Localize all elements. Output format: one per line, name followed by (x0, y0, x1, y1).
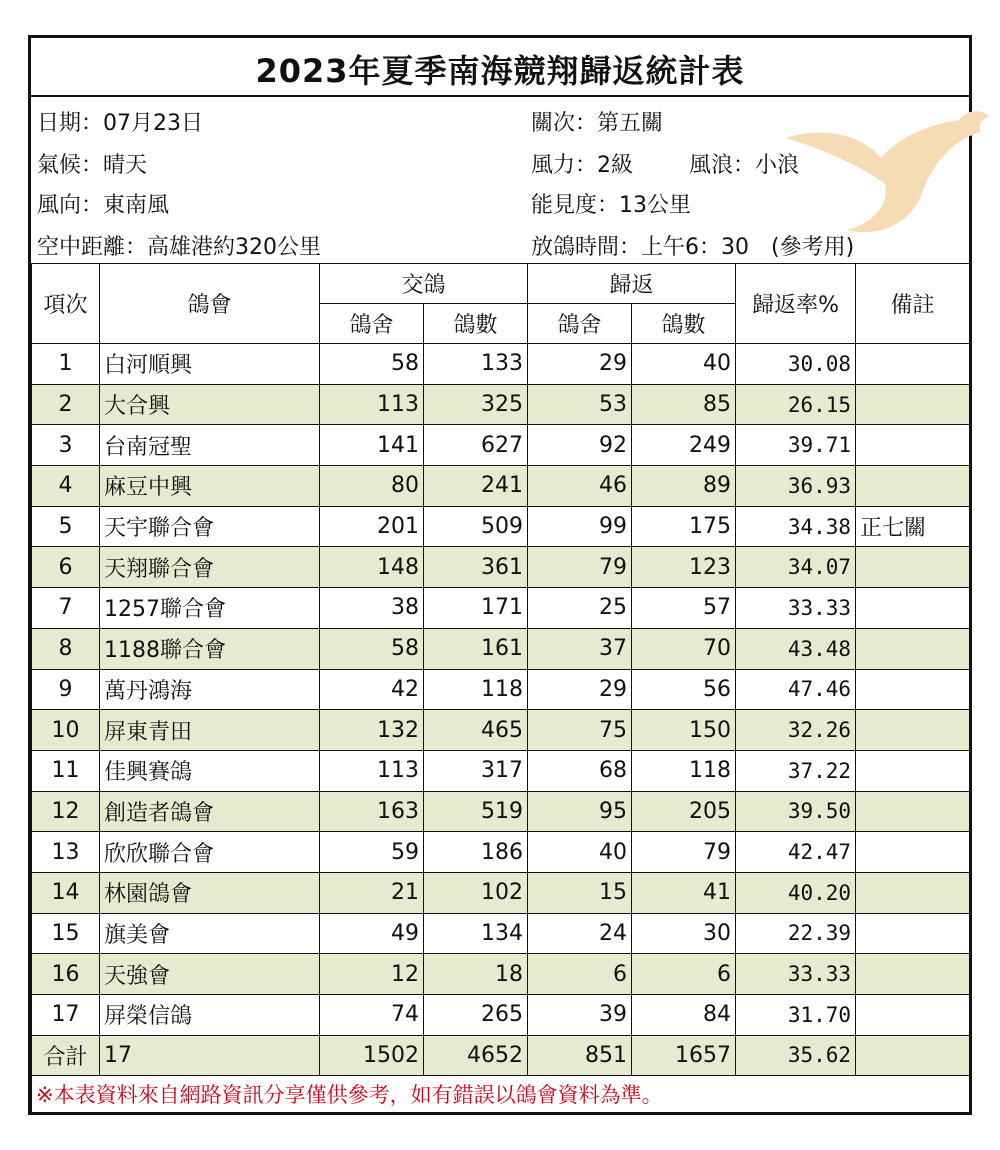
row-returned-lofts: 15 (528, 872, 632, 913)
row-entered-birds: 325 (424, 384, 528, 425)
row-remark (856, 466, 970, 507)
row-return-rate: 34.07 (736, 547, 856, 588)
row-entered-lofts: 80 (320, 466, 424, 507)
row-returned-birds: 85 (632, 384, 736, 425)
row-club: 白河順興 (100, 344, 320, 385)
row-club: 萬丹鴻海 (100, 669, 320, 710)
row-club: 屏東青田 (100, 710, 320, 751)
table-row (32, 954, 970, 995)
row-entered-birds: 161 (424, 628, 528, 669)
table-row (32, 588, 970, 629)
row-returned-lofts: 79 (528, 547, 632, 588)
return-stats-table (31, 263, 970, 1114)
row-remark (856, 913, 970, 954)
row-returned-birds: 79 (632, 832, 736, 873)
row-return-rate: 47.46 (736, 669, 856, 710)
row-club: 大合興 (100, 384, 320, 425)
header-returned-lofts: 鴿舍 (528, 304, 632, 344)
table-row (32, 832, 970, 873)
row-index: 8 (32, 628, 100, 669)
row-remark (856, 588, 970, 629)
row-entered-birds: 519 (424, 791, 528, 832)
row-returned-birds: 30 (632, 913, 736, 954)
row-index: 16 (32, 954, 100, 995)
row-returned-lofts: 95 (528, 791, 632, 832)
row-club: 1188聯合會 (100, 628, 320, 669)
row-returned-birds: 40 (632, 344, 736, 385)
total-return-rate: 35.62 (736, 1035, 856, 1075)
row-entered-birds: 361 (424, 547, 528, 588)
row-return-rate: 43.48 (736, 628, 856, 669)
row-return-rate: 34.38 (736, 506, 856, 547)
table-row (32, 913, 970, 954)
row-returned-birds: 118 (632, 750, 736, 791)
row-entered-birds: 317 (424, 750, 528, 791)
race-stage: 關次：第五關 (531, 111, 664, 136)
row-returned-birds: 249 (632, 425, 736, 466)
row-returned-birds: 89 (632, 466, 736, 507)
row-return-rate: 39.71 (736, 425, 856, 466)
row-entered-lofts: 201 (320, 506, 424, 547)
row-returned-lofts: 29 (528, 344, 632, 385)
row-return-rate: 33.33 (736, 588, 856, 629)
row-club: 天宇聯合會 (100, 506, 320, 547)
row-entered-birds: 133 (424, 344, 528, 385)
row-return-rate: 36.93 (736, 466, 856, 507)
table-row (32, 710, 970, 751)
row-return-rate: 40.20 (736, 872, 856, 913)
row-entered-lofts: 58 (320, 628, 424, 669)
table-row (32, 750, 970, 791)
row-club: 佳興賽鴿 (100, 750, 320, 791)
row-entered-birds: 627 (424, 425, 528, 466)
total-returned-birds: 1657 (632, 1035, 736, 1075)
row-club: 創造者鴿會 (100, 791, 320, 832)
header-returned: 歸返 (528, 264, 736, 304)
row-returned-birds: 6 (632, 954, 736, 995)
row-entered-birds: 102 (424, 872, 528, 913)
row-returned-birds: 84 (632, 995, 736, 1036)
row-entered-lofts: 58 (320, 344, 424, 385)
row-entered-birds: 509 (424, 506, 528, 547)
row-remark: 正七關 (856, 506, 970, 547)
row-entered-birds: 241 (424, 466, 528, 507)
header-returned-birds: 鴿數 (632, 304, 736, 344)
row-entered-birds: 18 (424, 954, 528, 995)
row-return-rate: 26.15 (736, 384, 856, 425)
table-row (32, 425, 970, 466)
table-row (32, 506, 970, 547)
row-remark (856, 384, 970, 425)
race-wind-direction: 風向：東南風 (37, 193, 170, 218)
row-index: 13 (32, 832, 100, 873)
row-index: 14 (32, 872, 100, 913)
row-entered-birds: 134 (424, 913, 528, 954)
row-index: 2 (32, 384, 100, 425)
total-row (32, 1035, 970, 1075)
row-entered-lofts: 113 (320, 750, 424, 791)
row-returned-birds: 150 (632, 710, 736, 751)
total-clubs: 17 (100, 1035, 320, 1075)
row-club: 麻豆中興 (100, 466, 320, 507)
total-remark (856, 1035, 970, 1075)
row-club: 旗美會 (100, 913, 320, 954)
row-entered-lofts: 12 (320, 954, 424, 995)
row-entered-birds: 171 (424, 588, 528, 629)
row-entered-birds: 186 (424, 832, 528, 873)
total-label: 合計 (32, 1035, 100, 1075)
total-entered-birds: 4652 (424, 1035, 528, 1075)
row-return-rate: 39.50 (736, 791, 856, 832)
row-entered-lofts: 42 (320, 669, 424, 710)
row-index: 12 (32, 791, 100, 832)
header-return-rate: 歸返率% (736, 264, 856, 344)
row-index: 9 (32, 669, 100, 710)
row-entered-birds: 465 (424, 710, 528, 751)
row-returned-lofts: 39 (528, 995, 632, 1036)
row-remark (856, 954, 970, 995)
row-returned-birds: 175 (632, 506, 736, 547)
row-entered-lofts: 141 (320, 425, 424, 466)
footnote: ※本表資料來自網路資訊分享僅供參考，如有錯誤以鴿會資料為準。 (32, 1075, 970, 1113)
dove-icon (781, 96, 1000, 246)
row-remark (856, 872, 970, 913)
row-index: 15 (32, 913, 100, 954)
row-returned-lofts: 46 (528, 466, 632, 507)
race-distance: 空中距離：高雄港約320公里 (37, 235, 321, 260)
row-return-rate: 33.33 (736, 954, 856, 995)
row-return-rate: 31.70 (736, 995, 856, 1036)
row-returned-lofts: 29 (528, 669, 632, 710)
row-index: 7 (32, 588, 100, 629)
row-club: 天翔聯合會 (100, 547, 320, 588)
row-index: 10 (32, 710, 100, 751)
table-row (32, 669, 970, 710)
table-row (32, 547, 970, 588)
row-remark (856, 832, 970, 873)
row-returned-lofts: 53 (528, 384, 632, 425)
row-returned-lofts: 92 (528, 425, 632, 466)
table-row (32, 628, 970, 669)
race-weather: 氣候：晴天 (37, 153, 148, 178)
row-remark (856, 628, 970, 669)
row-returned-lofts: 25 (528, 588, 632, 629)
row-index: 4 (32, 466, 100, 507)
row-club: 欣欣聯合會 (100, 832, 320, 873)
row-index: 1 (32, 344, 100, 385)
row-club: 林園鴿會 (100, 872, 320, 913)
header-index: 項次 (32, 264, 100, 344)
header-club: 鴿會 (100, 264, 320, 344)
row-remark (856, 547, 970, 588)
row-index: 6 (32, 547, 100, 588)
page-title: 2023年夏季南海競翔歸返統計表 (255, 52, 745, 90)
row-returned-lofts: 37 (528, 628, 632, 669)
row-returned-birds: 41 (632, 872, 736, 913)
row-club: 天強會 (100, 954, 320, 995)
row-returned-birds: 123 (632, 547, 736, 588)
row-entered-lofts: 49 (320, 913, 424, 954)
header-entered-lofts: 鴿舍 (320, 304, 424, 344)
race-waves: 風浪：小浪 (689, 153, 800, 178)
row-returned-birds: 70 (632, 628, 736, 669)
stats-sheet (28, 35, 972, 1115)
race-release-time: 放鴿時間：上午6：30 (參考用) (531, 235, 855, 260)
row-entered-lofts: 38 (320, 588, 424, 629)
row-remark (856, 791, 970, 832)
header-entered-birds: 鴿數 (424, 304, 528, 344)
row-remark (856, 425, 970, 466)
row-remark (856, 669, 970, 710)
row-club: 屏榮信鴿 (100, 995, 320, 1036)
table-row (32, 344, 970, 385)
row-returned-lofts: 6 (528, 954, 632, 995)
table-row (32, 872, 970, 913)
row-return-rate: 32.26 (736, 710, 856, 751)
row-index: 11 (32, 750, 100, 791)
race-visibility: 能見度：13公里 (531, 193, 691, 218)
row-index: 3 (32, 425, 100, 466)
row-returned-birds: 57 (632, 588, 736, 629)
row-entered-lofts: 21 (320, 872, 424, 913)
row-entered-lofts: 74 (320, 995, 424, 1036)
row-return-rate: 22.39 (736, 913, 856, 954)
row-returned-lofts: 24 (528, 913, 632, 954)
row-returned-lofts: 99 (528, 506, 632, 547)
row-index: 17 (32, 995, 100, 1036)
row-remark (856, 344, 970, 385)
row-remark (856, 995, 970, 1036)
total-entered-lofts: 1502 (320, 1035, 424, 1075)
header-remark: 備註 (856, 264, 970, 344)
row-entered-birds: 118 (424, 669, 528, 710)
row-remark (856, 750, 970, 791)
row-returned-lofts: 40 (528, 832, 632, 873)
row-entered-lofts: 148 (320, 547, 424, 588)
row-entered-lofts: 113 (320, 384, 424, 425)
race-date: 日期：07月23日 (37, 111, 203, 136)
row-entered-birds: 265 (424, 995, 528, 1036)
row-club: 台南冠聖 (100, 425, 320, 466)
row-entered-lofts: 132 (320, 710, 424, 751)
table-row (32, 791, 970, 832)
row-return-rate: 30.08 (736, 344, 856, 385)
row-returned-birds: 56 (632, 669, 736, 710)
table-row (32, 384, 970, 425)
row-returned-lofts: 75 (528, 710, 632, 751)
table-row (32, 995, 970, 1036)
row-club: 1257聯合會 (100, 588, 320, 629)
row-entered-lofts: 59 (320, 832, 424, 873)
race-wind-power: 風力：2級 (531, 153, 633, 178)
total-returned-lofts: 851 (528, 1035, 632, 1075)
row-index: 5 (32, 506, 100, 547)
row-return-rate: 42.47 (736, 832, 856, 873)
row-returned-birds: 205 (632, 791, 736, 832)
row-remark (856, 710, 970, 751)
table-row (32, 466, 970, 507)
header-entered: 交鴿 (320, 264, 528, 304)
row-return-rate: 37.22 (736, 750, 856, 791)
row-entered-lofts: 163 (320, 791, 424, 832)
row-returned-lofts: 68 (528, 750, 632, 791)
